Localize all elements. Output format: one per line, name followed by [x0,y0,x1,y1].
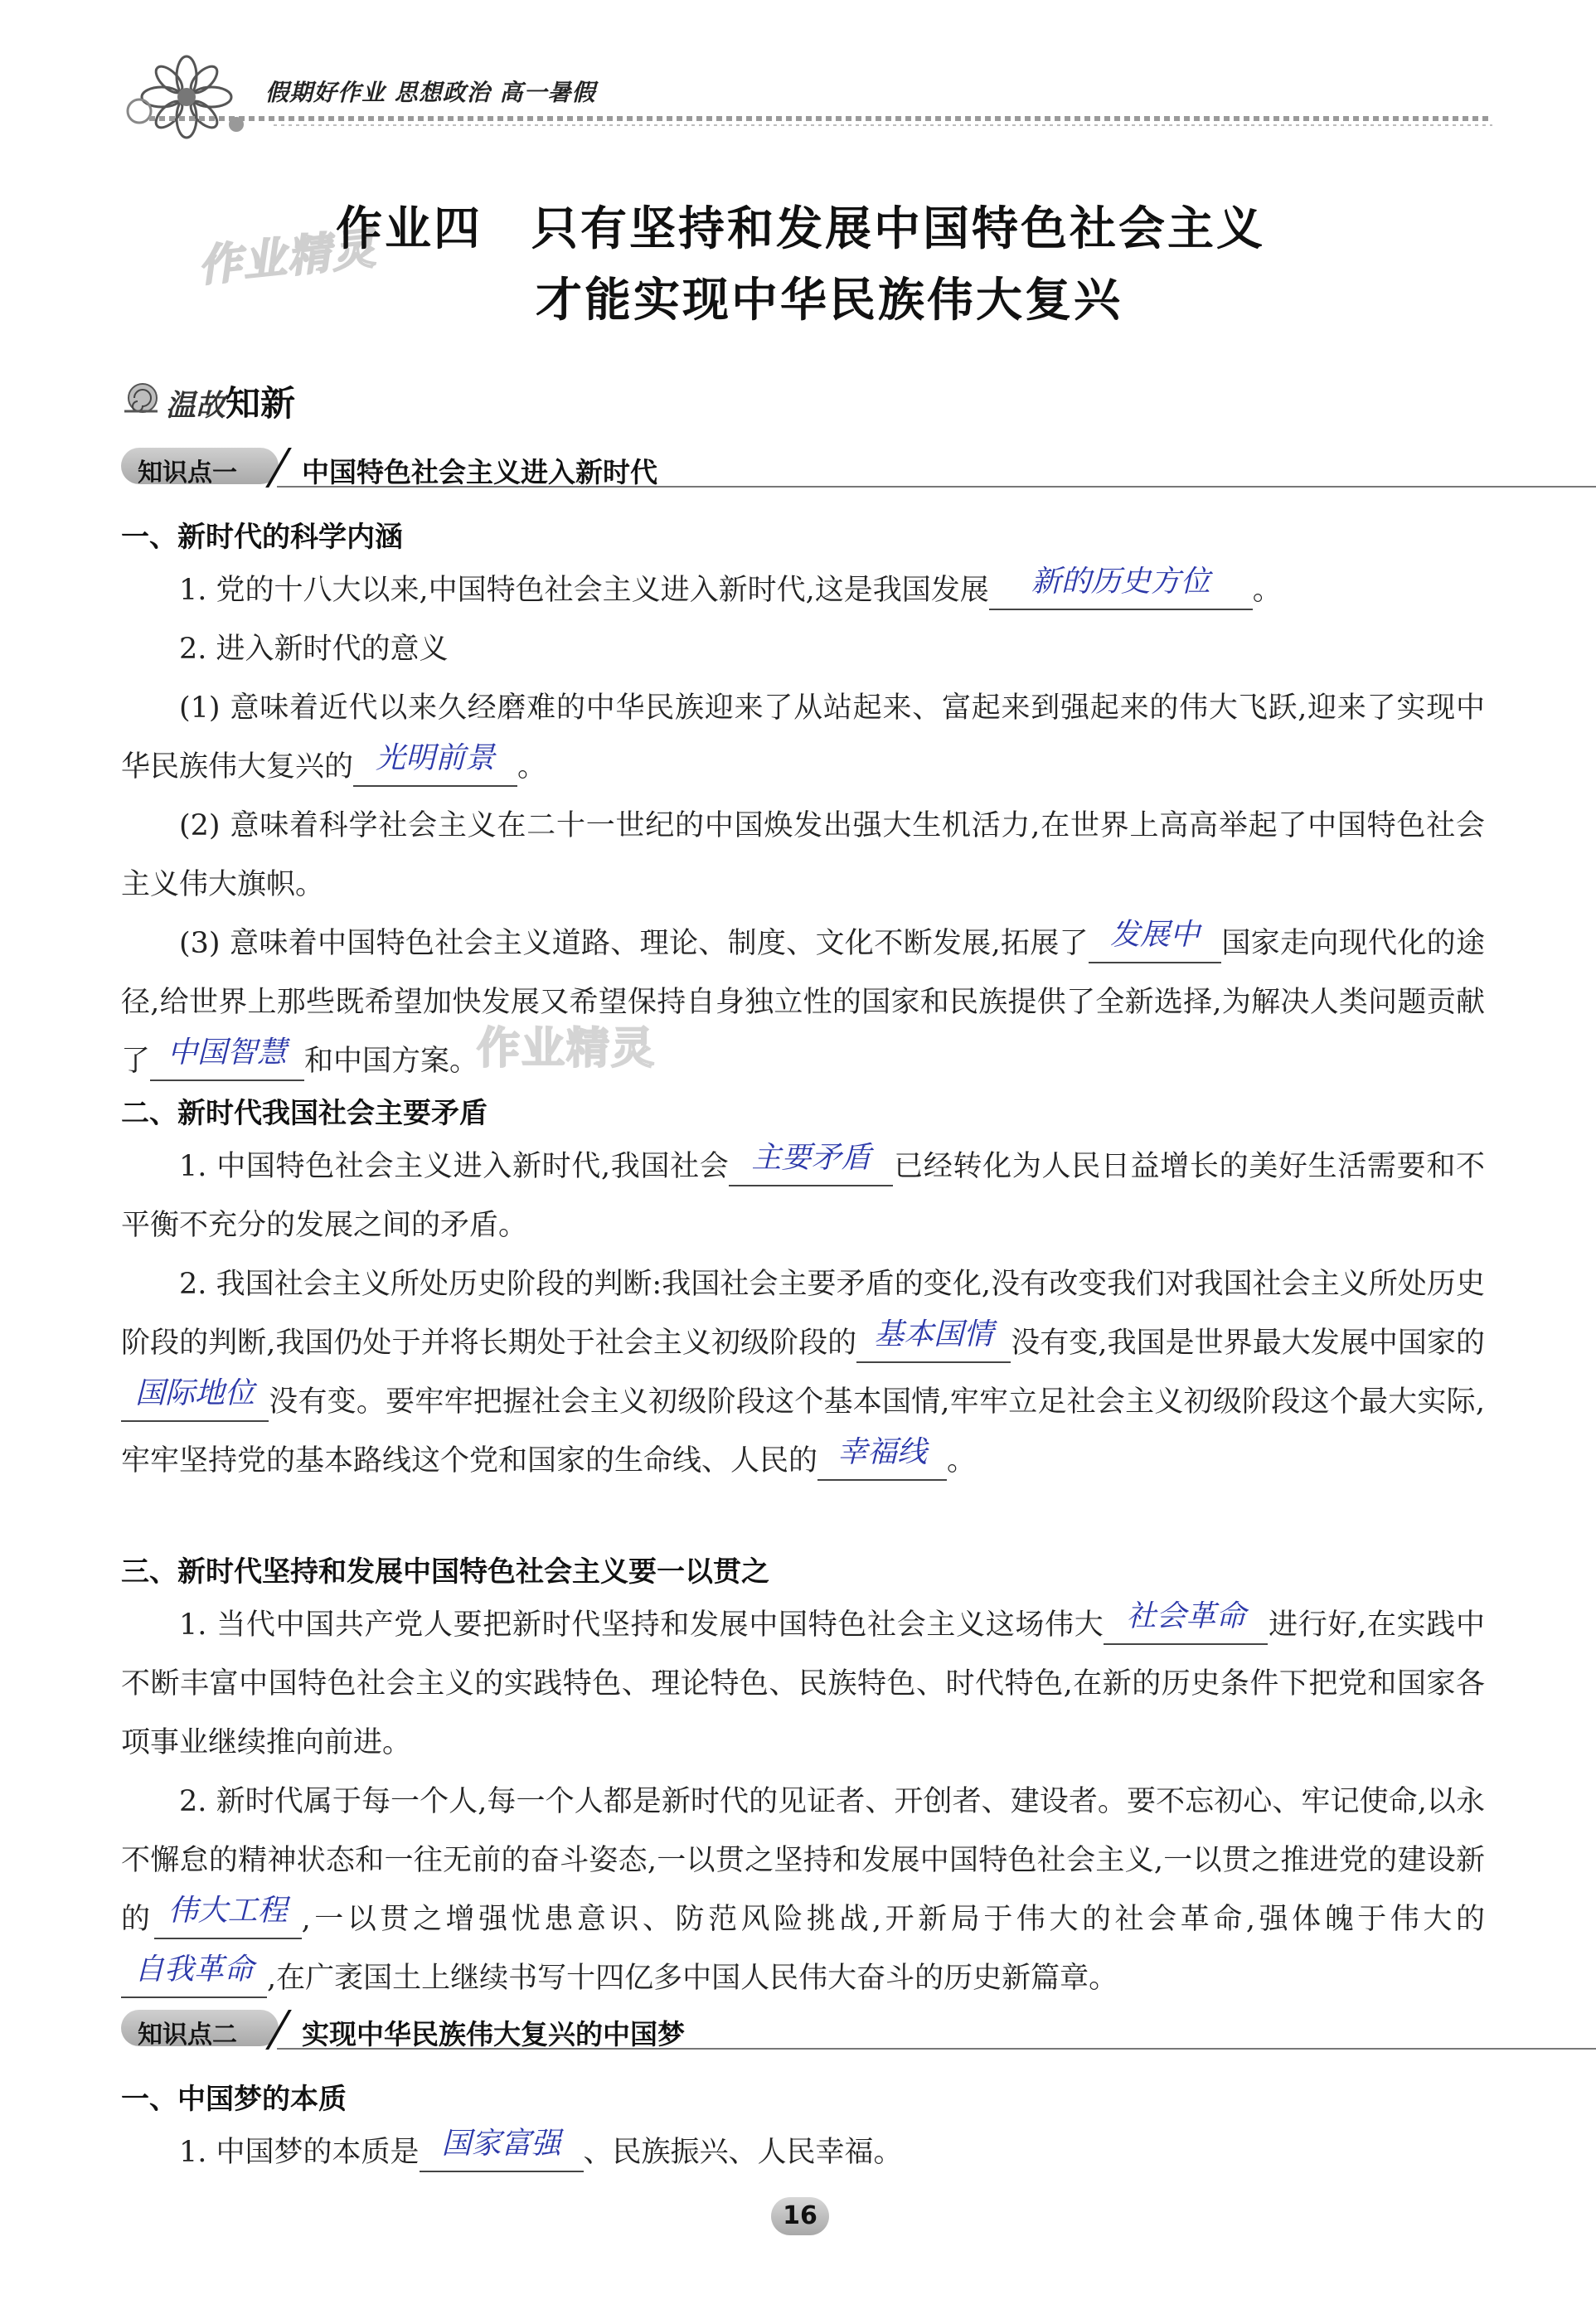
snail-icon [121,378,161,418]
paragraph-6: 1. 中国特色社会主义进入新时代,我国社会 主要矛盾 已经转化为人民日益增长的美好生活需要和不平衡不充分的发展之间的矛盾。 [121,1141,1485,1242]
section-title-main: 知新 [226,383,296,424]
answer-blank: 基本国情 [856,1325,1011,1363]
kp-label: 知识点二 [138,2021,237,2050]
paragraph-8: 1. 当代中国共产党人要把新时代坚持和发展中国特色社会主义这场伟大 社会革命 进行好,在实践中不断丰富中国特色社会主义的实践特色、理论特色、民族特色、时代特色,在新的历史条件下把党和国家各项事业继续推向前进。 [121,1599,1485,1759]
answer-blank: 中国智慧 [150,1043,304,1081]
answer-blank: 伟大工程 [154,1901,302,1939]
header-title: 假期好作业 思想政治 高一暑假 [265,79,596,106]
kp-title: 实现中华民族伟大复兴的中国梦 [302,2018,685,2050]
watermark-2: 作业精灵 [477,1024,657,1074]
answer-blank: 发展中 [1089,925,1221,963]
kp-label: 知识点一 [138,458,237,488]
page-title-line1: 作业四 只有坚持和发展中国特色社会主义 [336,202,1265,256]
paragraph-7: 2. 我国社会主义所处历史阶段的判断:我国社会主要矛盾的变化,没有改变我们对我国社会主义所处历史阶段的判断,我国仍处于并将长期处于社会主义初级阶段的 基本国情 没有变,我国是世界最大发展中国家的国际地位 没有变。要牢牢把握社会主义初级阶段这个基本国情,牢牢立足社会主义初级阶段这个最大实际,牢牢坚持党的基本路线这个党和国家的生命线、人民的 幸福线 。 [121,1255,1485,1491]
header-rule-dotted [274,124,1492,126]
knowledge-point-2-banner [121,2010,1489,2050]
answer-blank: 新的历史方位 [989,572,1253,610]
page-number: 16 [771,2197,829,2235]
header-flower-ornament [124,51,249,143]
header-rule [149,116,1492,121]
answer-blank: 光明前景 [353,749,517,787]
paragraph-1: 1. 党的十八大以来,中国特色社会主义进入新时代,这是我国发展 新的历史方位 。 [121,561,1485,620]
watermark: 作业精灵 [196,223,380,293]
heading-1: 一、新时代的科学内涵 [121,521,403,554]
answer-blank: 自我革命 [121,1960,267,1998]
knowledge-point-1-banner [121,448,1489,488]
answer-blank: 幸福线 [817,1443,947,1481]
heading-2: 二、新时代我国社会主要矛盾 [121,1097,488,1130]
section-title [166,376,295,426]
answer-blank: 社会革命 [1104,1607,1268,1645]
paragraph-9: 2. 新时代属于每一个人,每一个人都是新时代的见证者、开创者、建设者。要不忘初心、牢记使命,以永不懈怠的精神状态和一往无前的奋斗姿态,一以贯之坚持和发展中国特色社会主义,一以贯之推进党的建设新的 伟大工程 ,一以贯之增强忧患意识、防范风险挑战,开新局于伟大的社会革命,强体魄于伟大的自我革命 ,在广袤国土上继续书写十四亿多中国人民伟大奋斗的历史新篇章。 [121,1773,1485,2008]
paragraph-4: (2) 意味着科学社会主义在二十一世纪的中国焕发出强大生机活力,在世界上高高举起了中国特色社会主义伟大旗帜。 [121,809,1485,901]
page-title-line2: 才能实现中华民族伟大复兴 [536,274,1123,327]
kp-title: 中国特色社会主义进入新时代 [302,456,657,488]
heading-3: 三、新时代坚持和发展中国特色社会主义要一以贯之 [121,1555,769,1589]
paragraph-5: (3) 意味着中国特色社会主义道路、理论、制度、文化不断发展,拓展了 发展中 国家走向现代化的途径,给世界上那些既希望加快发展又希望保持自身独立性的国家和民族提供了全新选择,为解决人类问题贡献了 中国智慧 和中国方案。 [121,915,1485,1091]
paragraph-2: 2. 进入新时代的意义 [179,633,449,666]
section-title-prefix: 温故 [166,389,226,423]
paragraph-3: (1) 意味着近代以来久经磨难的中华民族迎来了从站起来、富起来到强起来的伟大飞跃,迎来了实现中华民族伟大复兴的 光明前景 。 [121,679,1485,797]
answer-blank: 主要矛盾 [729,1148,893,1186]
answer-blank: 国际地位 [121,1384,269,1422]
heading-4: 一、中国梦的本质 [121,2083,347,2116]
paragraph-10: 1. 中国梦的本质是 国家富强 、民族振兴、人民幸福。 [121,2123,1485,2182]
answer-blank: 国家富强 [420,2134,584,2172]
